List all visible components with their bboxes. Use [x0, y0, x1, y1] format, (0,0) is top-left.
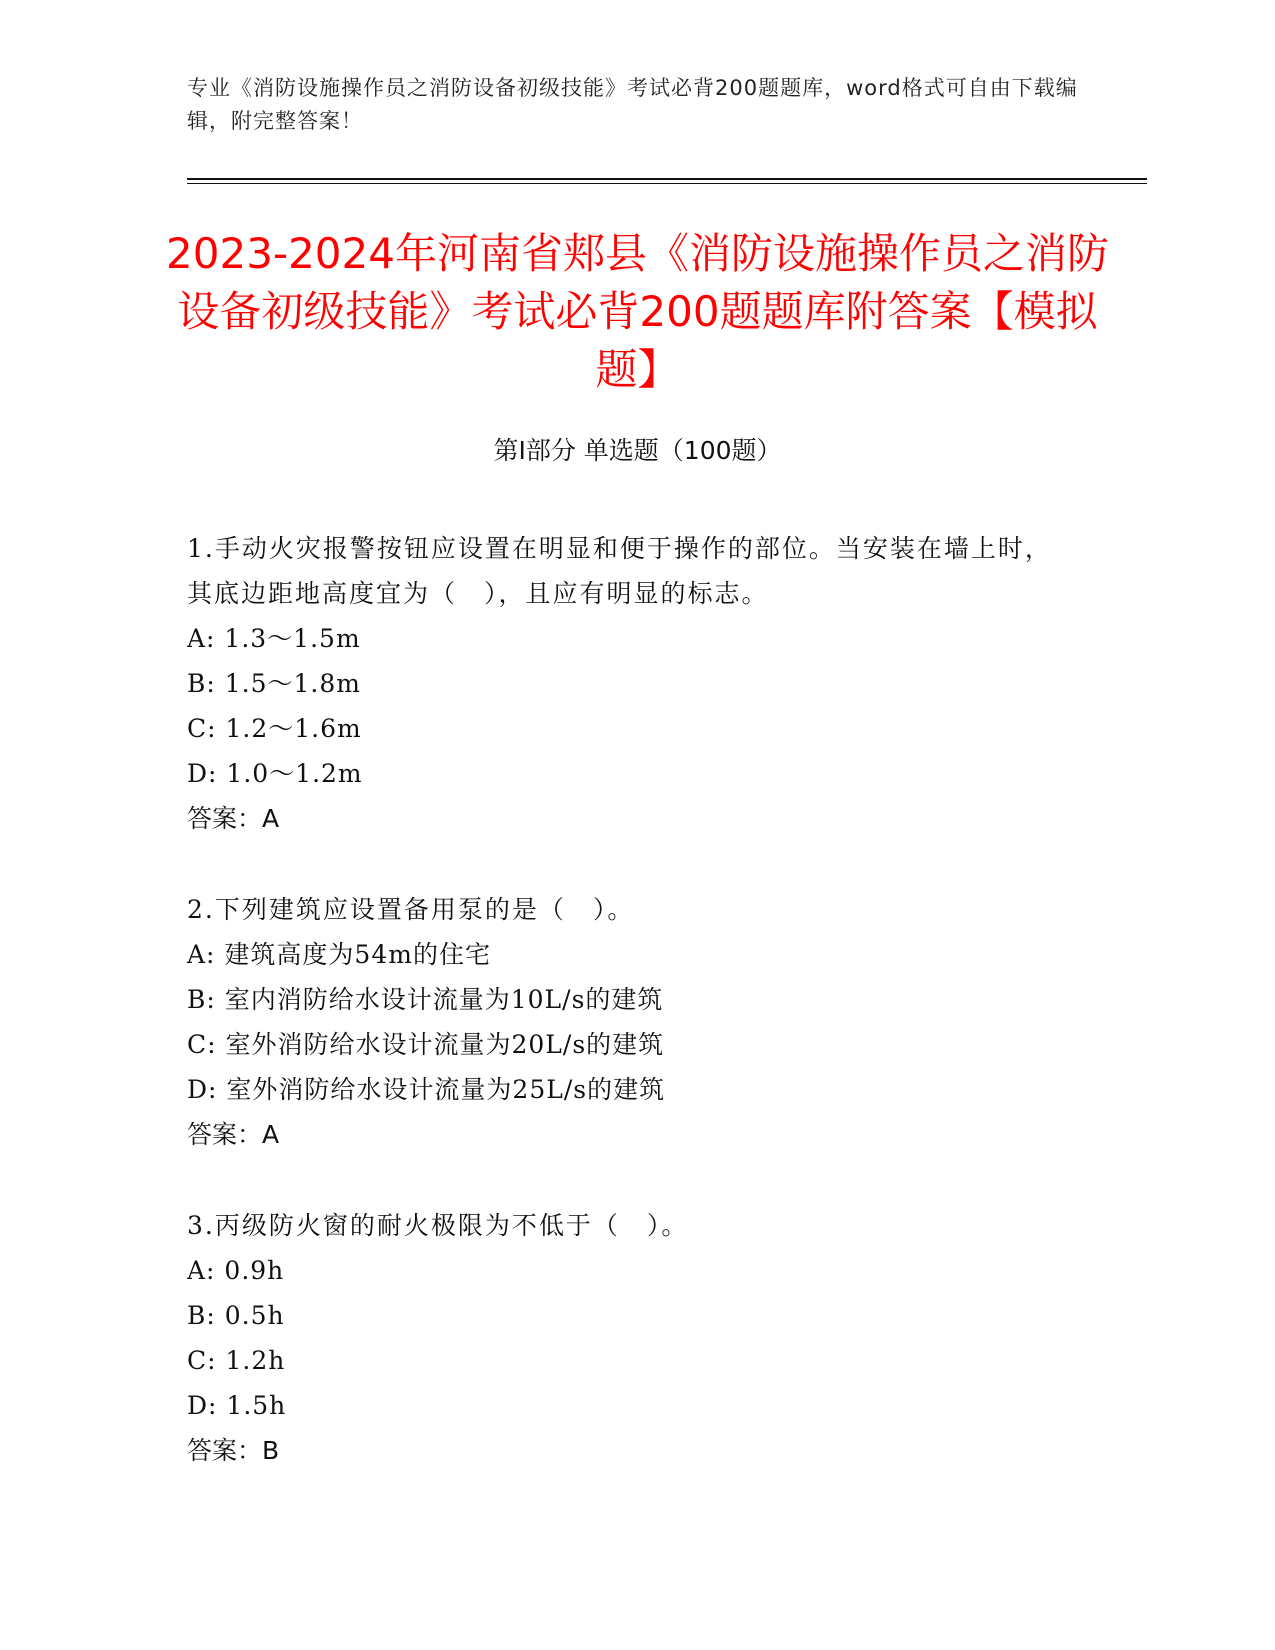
question-option: B: 0.5h: [187, 1301, 285, 1330]
question-list: [187, 526, 1067, 1519]
header-note: 专业《消防设施操作员之消防设备初级技能》考试必背200题题库，word格式可自由下载编辑，附完整答案！: [187, 76, 1078, 133]
question-option: C: 室外消防给水设计流量为20L/s的建筑: [187, 1030, 665, 1059]
header-rule-thick: [187, 178, 1147, 180]
question-answer: 答案：A: [187, 1120, 280, 1149]
document-title: 2023-2024年河南省郏县《消防设施操作员之消防设备初级技能》考试必背200题题库附答案【模拟题】: [166, 229, 1109, 394]
question-stem: 2.下列建筑应设置备用泵的是（ ）。: [187, 895, 635, 924]
question-option: A: 1.3～1.5m: [187, 624, 361, 653]
question-answer: 答案：B: [187, 1436, 280, 1465]
question-option: A: 0.9h: [187, 1256, 285, 1285]
question-item: [187, 1203, 1067, 1473]
question-option: C: 1.2～1.6m: [187, 714, 362, 743]
question-option: D: 1.0～1.2m: [187, 759, 363, 788]
question-option: C: 1.2h: [187, 1346, 286, 1375]
question-item: [187, 526, 1067, 841]
header-rule-thin: [187, 183, 1147, 184]
question-option: D: 1.5h: [187, 1391, 287, 1420]
question-option: D: 室外消防给水设计流量为25L/s的建筑: [187, 1075, 666, 1104]
question-stem: 1.手动火灾报警按钮应设置在明显和便于操作的部位。当安装在墙上时，其底边距地高度宜为（ ），且应有明显的标志。: [187, 534, 1052, 608]
question-option: A: 建筑高度为54m的住宅: [187, 940, 491, 969]
section-heading: 第I部分 单选题（100题）: [493, 436, 782, 465]
question-stem: 3.丙级防火窗的耐火极限为不低于（ ）。: [187, 1211, 689, 1240]
question-option: B: 1.5～1.8m: [187, 669, 361, 698]
question-item: [187, 887, 1067, 1157]
question-answer: 答案：A: [187, 804, 280, 833]
question-option: B: 室内消防给水设计流量为10L/s的建筑: [187, 985, 664, 1014]
